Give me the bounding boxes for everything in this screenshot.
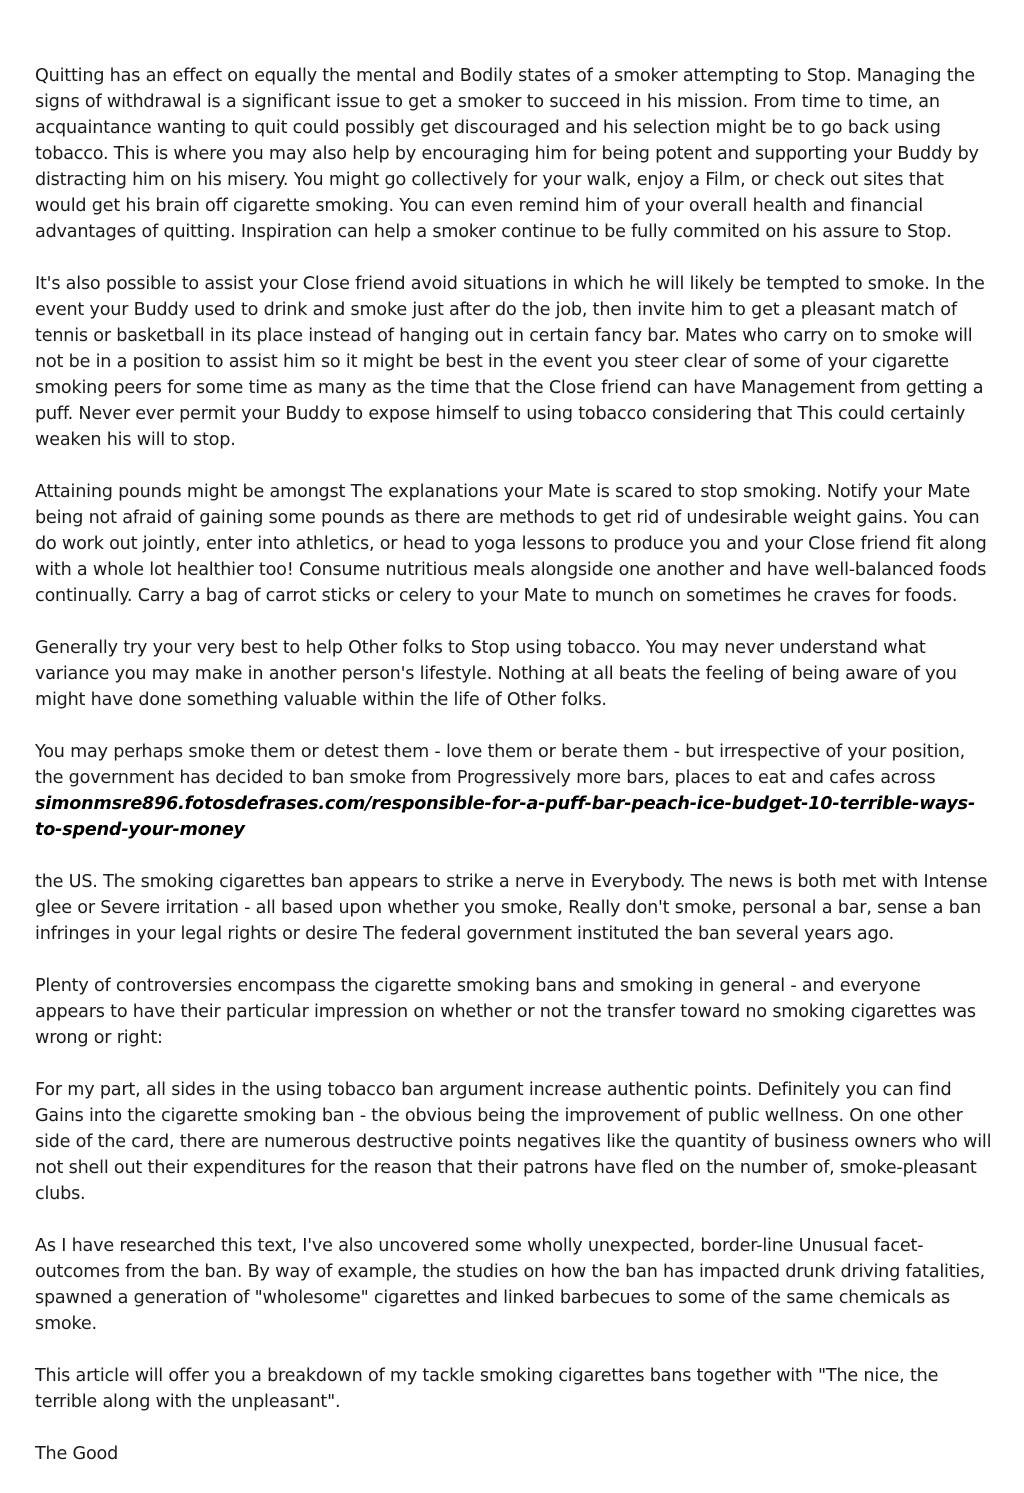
article-link[interactable]: simonmsre896.fotosdefrases.com/responsible-for-a-puff-bar-peach-ice-budget-10-terrible-ways-to-spend-your-money [35,794,976,840]
paragraph-my-part: For my part, all sides in the using tobacco ban argument increase authentic points. Definitely you can find Gains into the cigarette smoking ban - the obvious being the improvement of public wellness. On one other side of the card, there are numerous destructive points negatives like the quantity of business owners who will not shell out their expenditures for the reason that their patrons have fled on the number of, smoke-pleasant clubs. [35,1080,992,1204]
paragraph-controversies: Plenty of controversies encompass the cigarette smoking bans and smoking in general - and everyone appears to have their particular impression on whether or not the transfer toward no smoking cigarettes was wrong or right: [35,976,976,1048]
paragraph-researched: As I have researched this text, I've also uncovered some wholly unexpected, border-line Unusual facet-outcomes from the ban. By way of example, the studies on how the ban has impacted drunk driving fatalities, spawned a generation of "wholesome" cigarettes and linked barbecues to some of the same chemicals as smoke. [35,1236,986,1334]
paragraph-ban-text: You may perhaps smoke them or detest them - love them or berate them - but irrespective of your position, the government has decided to ban smoke from Progressively more bars, places to eat and cafes across [35,742,966,788]
paragraph-weight-gain: Attaining pounds might be amongst The explanations your Mate is scared to stop smoking. Notify your Mate being not afraid of gaining some pounds as there are methods to get rid of undesirable weight gains. You can do work out jointly, enter into athletics, or head to yoga lessons to produce you and your Close friend fit along with a whole lot healthier too! Consume nutritious meals alongside one another and have well-balanced foods continually. Carry a bag of carrot sticks or celery to your Mate to munch on sometimes he craves for foods. [35,482,987,606]
article-body [35,63,995,1493]
paragraph-breakdown: This article will offer you a breakdown of my tackle smoking cigarettes bans together with "The nice, the terrible along with the unpleasant". [35,1366,939,1412]
section-heading-the-good: The Good [35,1444,119,1464]
paragraph-help-others: Generally try your very best to help Other folks to Stop using tobacco. You may never understand what variance you may make in another person's lifestyle. Nothing at all beats the feeling of being aware of you might have done something valuable within the life of Other folks. [35,638,957,710]
paragraph-us-ban: the US. The smoking cigarettes ban appears to strike a nerve in Everybody. The news is both met with Intense glee or Severe irritation - all based upon whether you smoke, Really don't smoke, personal a bar, sense a ban infringes in your legal rights or desire The federal government instituted the ban several years ago. [35,872,988,944]
paragraph-ban-with-link [35,739,995,843]
paragraph-quitting: Quitting has an effect on equally the mental and Bodily states of a smoker attempting to Stop. Managing the signs of withdrawal is a significant issue to get a smoker to succeed in his mission. From time to time, an acquaintance wanting to quit could possibly get discouraged and his selection might be to go back using tobacco. This is where you may also help by encouraging him for being potent and supporting your Buddy by distracting him on his misery. You might go collectively for your walk, enjoy a Film, or check out sites that would get his brain off cigarette smoking. You can even remind him of your overall health and financial advantages of quitting. Inspiration can help a smoker continue to be fully commited on his assure to Stop. [35,66,979,242]
paragraph-avoid-situations: It's also possible to assist your Close friend avoid situations in which he will likely be tempted to smoke. In the event your Buddy used to drink and smoke just after do the job, then invite him to get a pleasant match of tennis or basketball in its place instead of hanging out in certain fancy bar. Mates who carry on to smoke will not be in a position to assist him so it might be best in the event you steer clear of some of your cigarette smoking peers for some time as many as the time that the Close friend can have Management from getting a puff. Never ever permit your Buddy to expose himself to using tobacco considering that This could certainly weaken his will to stop. [35,274,985,450]
